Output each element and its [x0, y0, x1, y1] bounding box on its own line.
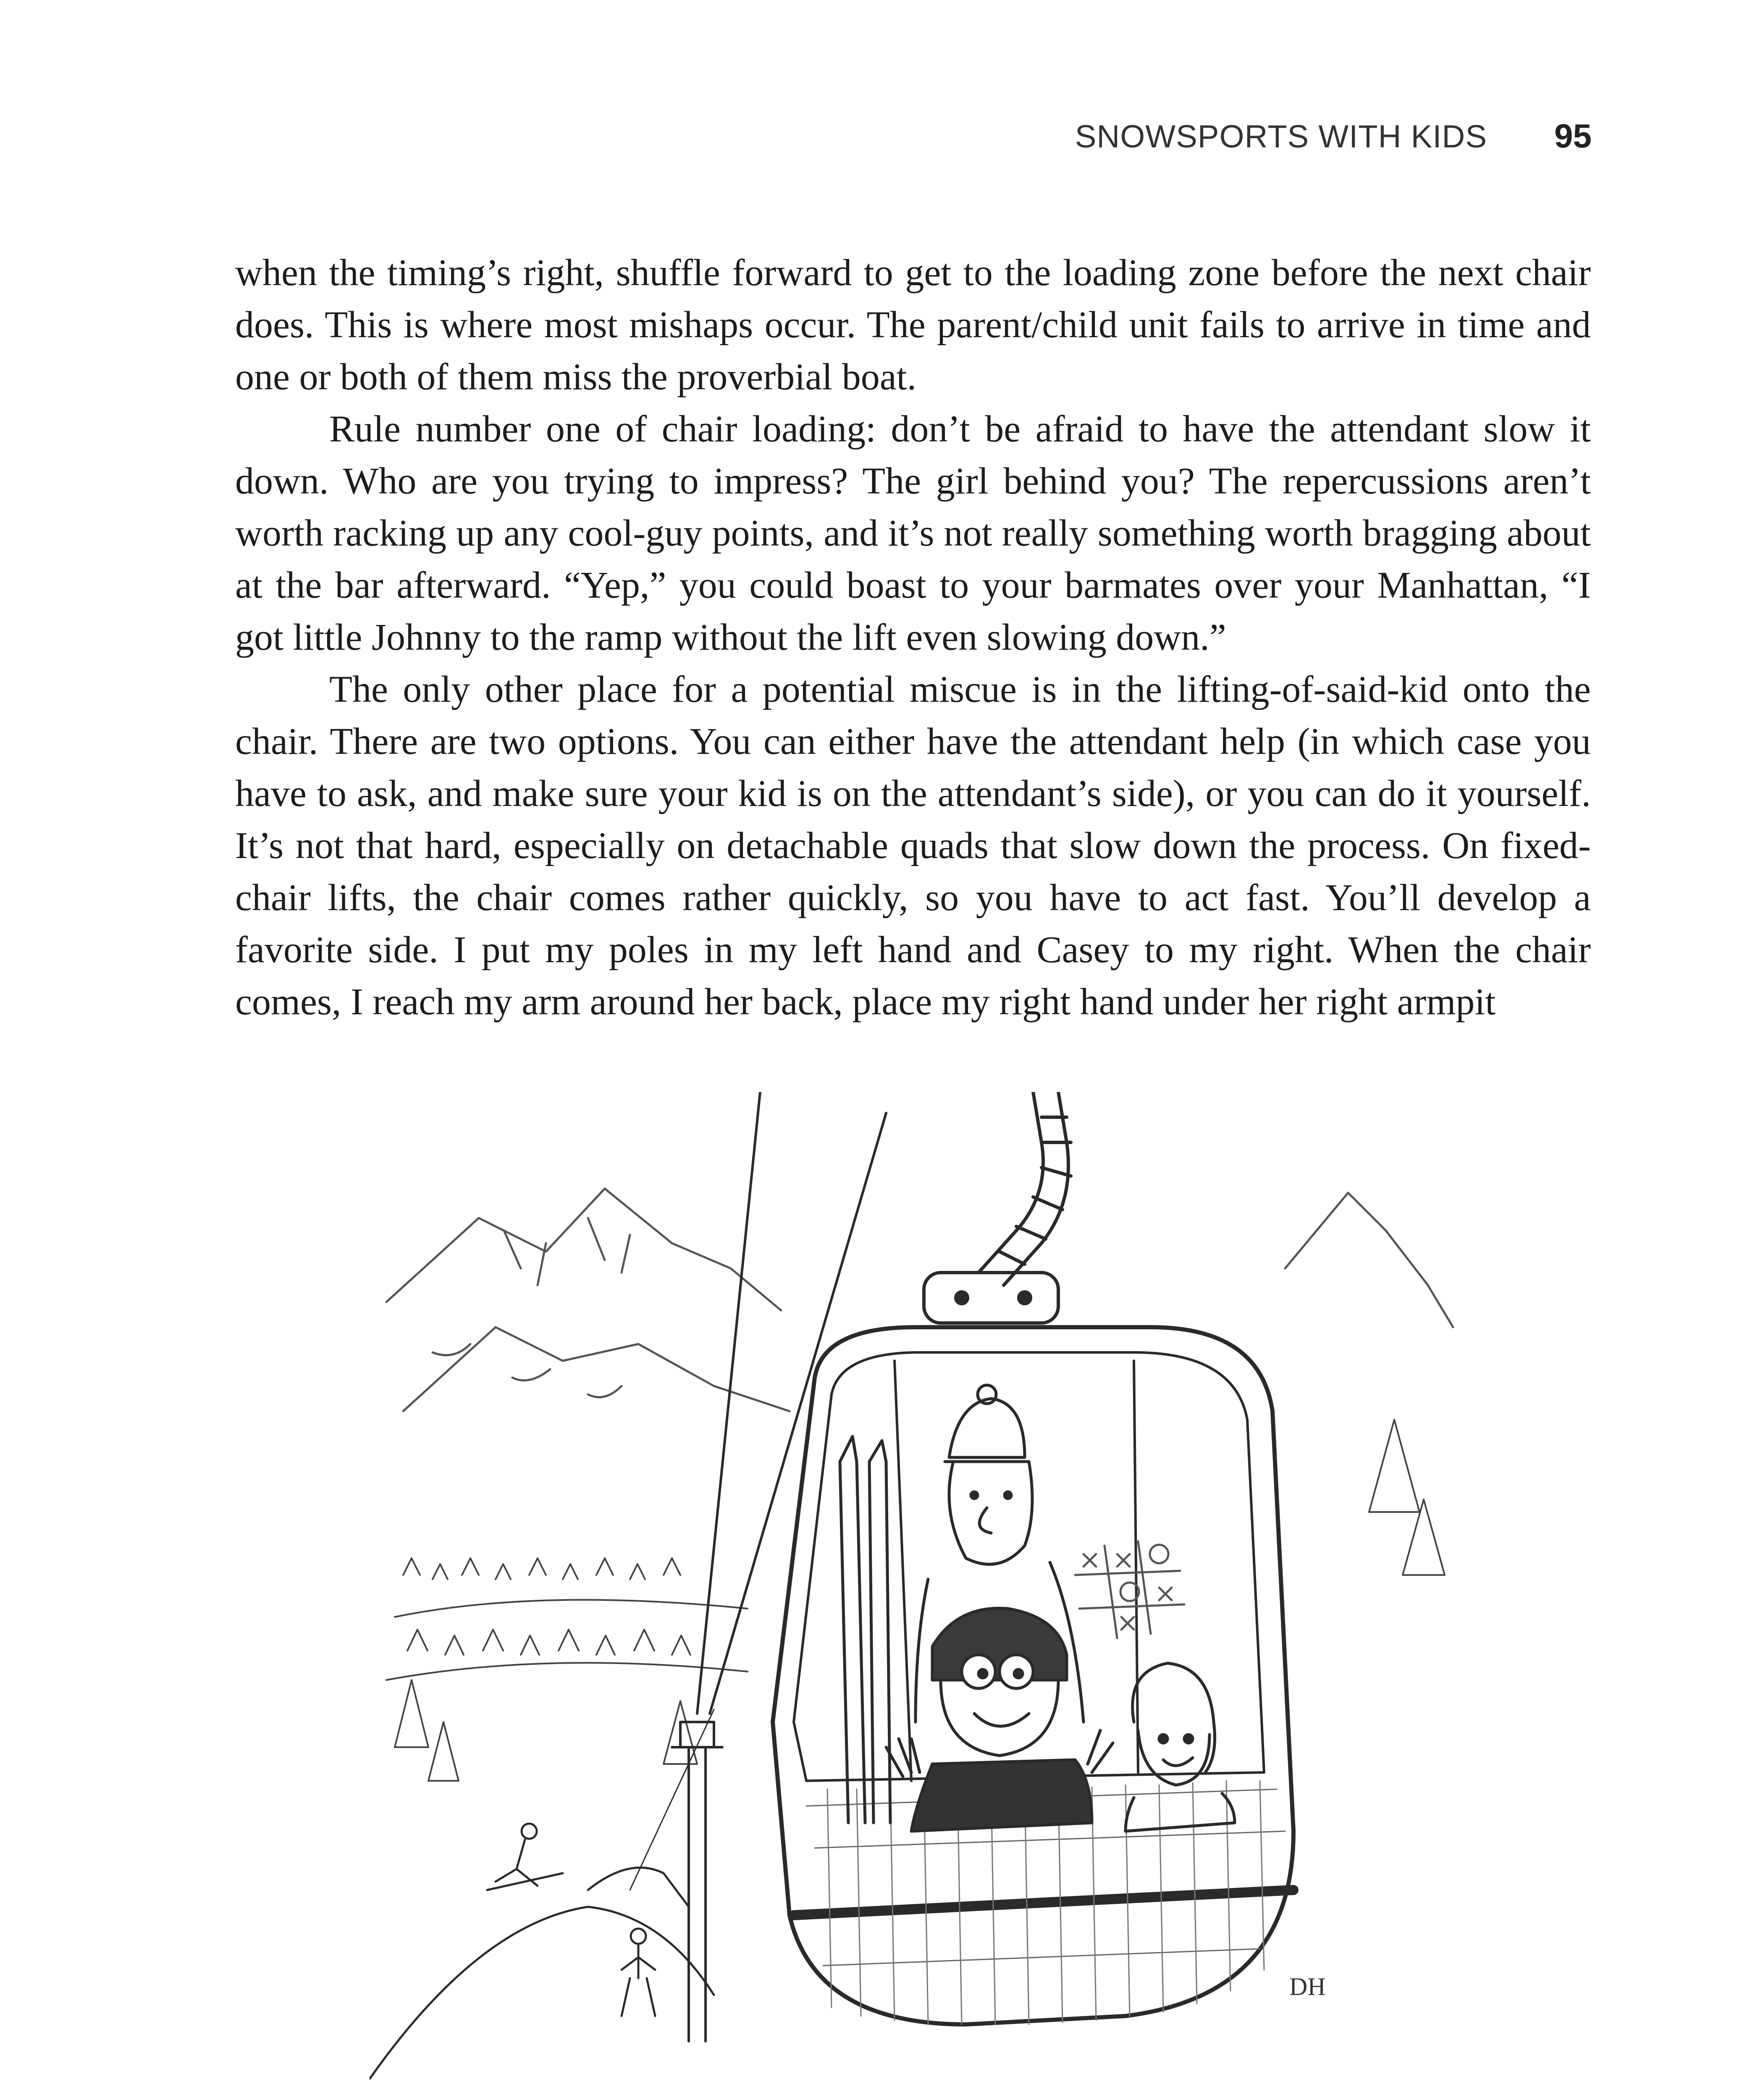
paragraph: The only other place for a potential miscue is in the lifting-of-said-kid onto the chair. There are two options. You can either have the attendant help (in which case you have to ask, and make sure your kid is on the attendant’s side), or you can do it yourself. It’s not that hard, especially on detachable quads that slow down the process. On fixed-chair lifts, the chair comes rather quickly, so you have to act fast. You’ll develop a favorite side. I put my poles in my left hand and Casey to my right. When the chair comes, I reach my arm around her back, place my right hand under her right armpit	[235, 669, 1591, 1023]
running-head-title: SNOWSPORTS WITH KIDS	[1075, 119, 1488, 155]
paragraph: Rule number one of chair loading: don’t be afraid to have the attendant slow it down. Who are you trying to impress? The girl behind you? The repercussions aren’t worth racking up any cool-guy points, and it’s not really something worth bragging about at the bar afterward. “Yep,” you could boast to your barmates over your Manhattan, “I got little Johnny to the ramp without the lift even slowing down.”	[235, 408, 1591, 658]
girl-passenger	[1125, 1663, 1235, 1831]
skis	[840, 1436, 890, 1823]
paragraph-continued: when the timing’s right, shuffle forward to get to the loading zone before the next chair does. This is where most mishaps occur. The parent/child unit fails to arrive in time and one or both of them miss the proverbial boat.	[235, 252, 1591, 398]
forest	[386, 1420, 1445, 1781]
gondola-illustration	[370, 1092, 1461, 2100]
running-head	[1075, 117, 1592, 155]
gondola-hanger	[924, 1092, 1071, 1323]
tic-tac-toe-doodle	[1075, 1541, 1184, 1638]
body-text	[235, 247, 1591, 1028]
slopes	[370, 1824, 714, 2079]
artist-initials: DH	[1289, 1973, 1326, 2000]
mountains	[386, 1189, 1453, 1411]
page-number: 95	[1554, 117, 1592, 155]
